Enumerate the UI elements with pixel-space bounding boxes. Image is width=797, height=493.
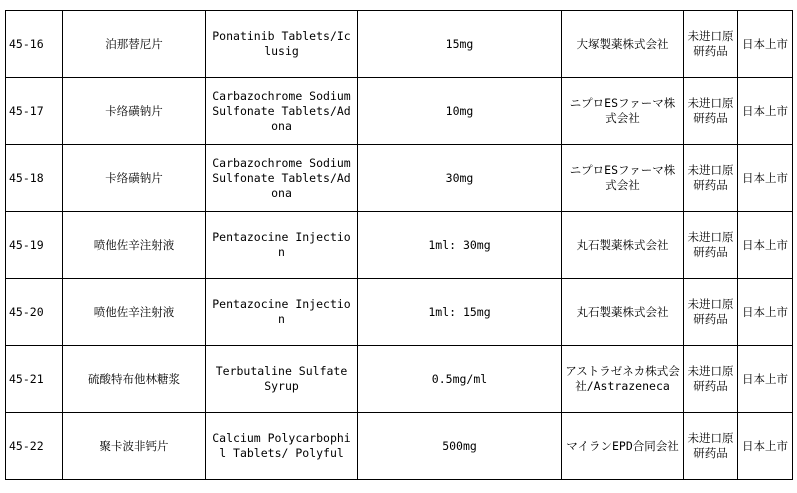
row-company: ニプロESファーマ株式会社: [562, 78, 684, 145]
row-code: 45-19: [6, 212, 63, 279]
row-en-name: Calcium Polycarbophil Tablets/ Polyful: [206, 413, 358, 480]
row-en-name: Pentazocine Injection: [206, 212, 358, 279]
row-spec: 500mg: [358, 413, 562, 480]
row-cn-name: 泊那替尼片: [63, 11, 206, 78]
table-row: [6, 212, 793, 279]
row-en-name: Carbazochrome Sodium Sulfonate Tablets/Adona: [206, 78, 358, 145]
row-en-name: Carbazochrome Sodium Sulfonate Tablets/Adona: [206, 145, 358, 212]
drug-table: [5, 10, 793, 480]
row-company: 丸石製薬株式会社: [562, 279, 684, 346]
table-row: [6, 279, 793, 346]
row-en-name: Terbutaline Sulfate Syrup: [206, 346, 358, 413]
row-cn-name: 硫酸特布他林糖浆: [63, 346, 206, 413]
table-row: [6, 413, 793, 480]
row-spec: 30mg: [358, 145, 562, 212]
table-row: [6, 11, 793, 78]
row-company: マイランEPD合同会社: [562, 413, 684, 480]
row-type: 未进口原研药品: [684, 413, 738, 480]
row-company: 丸石製薬株式会社: [562, 212, 684, 279]
row-spec: 0.5mg/ml: [358, 346, 562, 413]
row-code: 45-22: [6, 413, 63, 480]
table-row: [6, 78, 793, 145]
row-code: 45-21: [6, 346, 63, 413]
table-row: [6, 145, 793, 212]
row-code: 45-17: [6, 78, 63, 145]
row-status: 日本上市: [738, 279, 793, 346]
table-row: [6, 346, 793, 413]
row-type: 未进口原研药品: [684, 78, 738, 145]
row-company: アストラゼネカ株式会社/Astrazeneca: [562, 346, 684, 413]
row-status: 日本上市: [738, 145, 793, 212]
row-code: 45-16: [6, 11, 63, 78]
row-type: 未进口原研药品: [684, 145, 738, 212]
row-cn-name: 聚卡波非钙片: [63, 413, 206, 480]
row-status: 日本上市: [738, 78, 793, 145]
row-status: 日本上市: [738, 212, 793, 279]
row-spec: 1ml: 15mg: [358, 279, 562, 346]
row-cn-name: 喷他佐辛注射液: [63, 212, 206, 279]
row-cn-name: 卡络磺钠片: [63, 78, 206, 145]
row-status: 日本上市: [738, 11, 793, 78]
row-cn-name: 卡络磺钠片: [63, 145, 206, 212]
row-type: 未进口原研药品: [684, 279, 738, 346]
row-spec: 10mg: [358, 78, 562, 145]
row-company: 大塚製薬株式会社: [562, 11, 684, 78]
row-spec: 15mg: [358, 11, 562, 78]
row-code: 45-18: [6, 145, 63, 212]
row-type: 未进口原研药品: [684, 212, 738, 279]
row-en-name: Ponatinib Tablets/Iclusig: [206, 11, 358, 78]
row-spec: 1ml: 30mg: [358, 212, 562, 279]
row-company: ニプロESファーマ株式会社: [562, 145, 684, 212]
row-status: 日本上市: [738, 413, 793, 480]
row-type: 未进口原研药品: [684, 346, 738, 413]
row-en-name: Pentazocine Injection: [206, 279, 358, 346]
row-type: 未进口原研药品: [684, 11, 738, 78]
row-code: 45-20: [6, 279, 63, 346]
row-status: 日本上市: [738, 346, 793, 413]
row-cn-name: 喷他佐辛注射液: [63, 279, 206, 346]
